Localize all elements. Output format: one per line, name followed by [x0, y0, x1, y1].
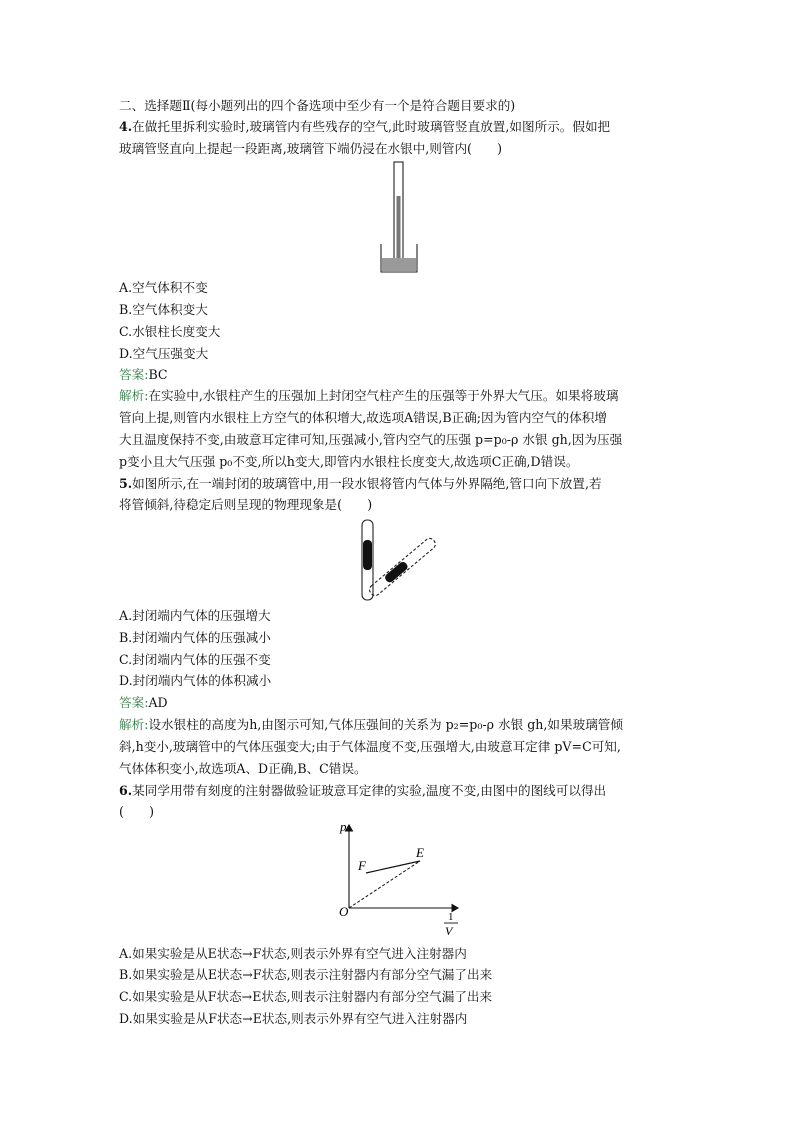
q6-option-c: C.如果实验是从F状态→E状态,则表示注射器内有部分空气漏了出来: [119, 989, 493, 1004]
x-axis-label-denominator: V: [445, 924, 453, 938]
q4-stem-line-1: 4.在做托里拆利实验时,玻璃管内有些残存的空气,此时玻璃管竖直放置,如图所示。假如把: [119, 119, 611, 134]
q6-option-b: B.如果实验是从E状态→F状态,则表示注射器内有部分空气漏了出来: [119, 967, 493, 982]
point-f-label: F: [358, 858, 366, 873]
q5-stem-line-2: 将管倾斜,待稳定后则呈现的物理现象是( ): [119, 497, 373, 512]
q5-option-c: C.封闭端内气体的压强不变: [119, 652, 271, 667]
q4-number: 4.: [119, 119, 133, 134]
q6-number: 6.: [119, 783, 133, 798]
vertical-mercury: [363, 540, 372, 570]
q5-answer: 答案:AD: [119, 695, 168, 710]
q4-analysis-line-3: 大且温度保持不变,由玻意耳定律可知,压强减小,管内空气的压强 p=p₀-ρ 水银 gh,因为压强: [119, 432, 623, 447]
q5-stem-line-1: 5.如图所示,在一端封闭的玻璃管中,用一段水银将管内气体与外界隔绝,管口向下放置,若: [119, 476, 602, 491]
q4-analysis-line-1: 解析:在实验中,水银柱产生的压强加上封闭空气柱产生的压强等于外界大气压。如果将玻璃: [119, 388, 619, 403]
q6-stem-line-1: 6.某同学用带有刻度的注射器做验证玻意耳定律的实验,温度不变,由图中的图线可以得出: [119, 783, 607, 798]
section-title: 二、选择题Ⅱ(每小题列出的四个备选项中至少有一个是符合题目要求的): [119, 98, 516, 113]
point-e-label: E: [416, 845, 424, 860]
line-fe: [366, 861, 420, 873]
q4-figure-torricelli-tube: [378, 160, 420, 274]
y-axis-label: p: [340, 819, 347, 834]
q6-option-a: A.如果实验是从E状态→F状态,则表示外界有空气进入注射器内: [119, 946, 467, 961]
q5-analysis-line-3: 气体体积变小,故选项A、D正确,B、C错误。: [119, 761, 367, 776]
q6-option-d: D.如果实验是从F状态→E状态,则表示外界有空气进入注射器内: [119, 1011, 468, 1026]
q4-option-a: A.空气体积不变: [119, 280, 208, 295]
q5-option-b: B.封闭端内气体的压强减小: [119, 630, 271, 645]
q4-analysis-line-4: p变小且大气压强 p₀不变,所以h变大,即管内水银柱长度变大,故选项C正确,D错误。: [119, 454, 579, 469]
q5-figure-inclined-tubes: [356, 516, 436, 604]
mercury-bath: [382, 258, 416, 271]
q4-stem-line-2: 玻璃管竖直向上提起一段距离,玻璃管下端仍浸在水银中,则管内( ): [119, 141, 503, 156]
q6-figure-p-1v-graph: [330, 815, 470, 945]
q4-option-c: C.水银柱长度变大: [119, 324, 221, 339]
x-axis-label-numerator: 1: [448, 911, 454, 923]
mercury-column: [397, 196, 401, 264]
q5-analysis-line-1: 解析:设水银柱的高度为h,由图示可知,气体压强间的关系为 p₂=p₀-ρ 水银 gh,如果玻璃管倾: [119, 717, 623, 732]
origin-label: O: [339, 904, 349, 919]
q6-stem-line-2: ( ): [119, 804, 155, 819]
q4-option-b: B.空气体积变大: [119, 302, 208, 317]
q5-analysis-line-2: 斜,h变小,玻璃管中的气体压强变大;由于气体温度不变,压强增大,由玻意耳定律 pV=C可知,: [119, 739, 621, 754]
q5-option-a: A.封闭端内气体的压强增大: [119, 608, 271, 623]
q4-analysis-line-2: 管向上提,则管内水银柱上方空气的体积增大,故选项A错误,B正确;因为管内空气的体积增: [119, 410, 607, 425]
q5-option-d: D.封闭端内气体的体积减小: [119, 673, 272, 688]
q4-answer: 答案:BC: [119, 367, 168, 382]
q4-option-d: D.空气压强变大: [119, 346, 209, 361]
q5-number: 5.: [119, 476, 133, 491]
